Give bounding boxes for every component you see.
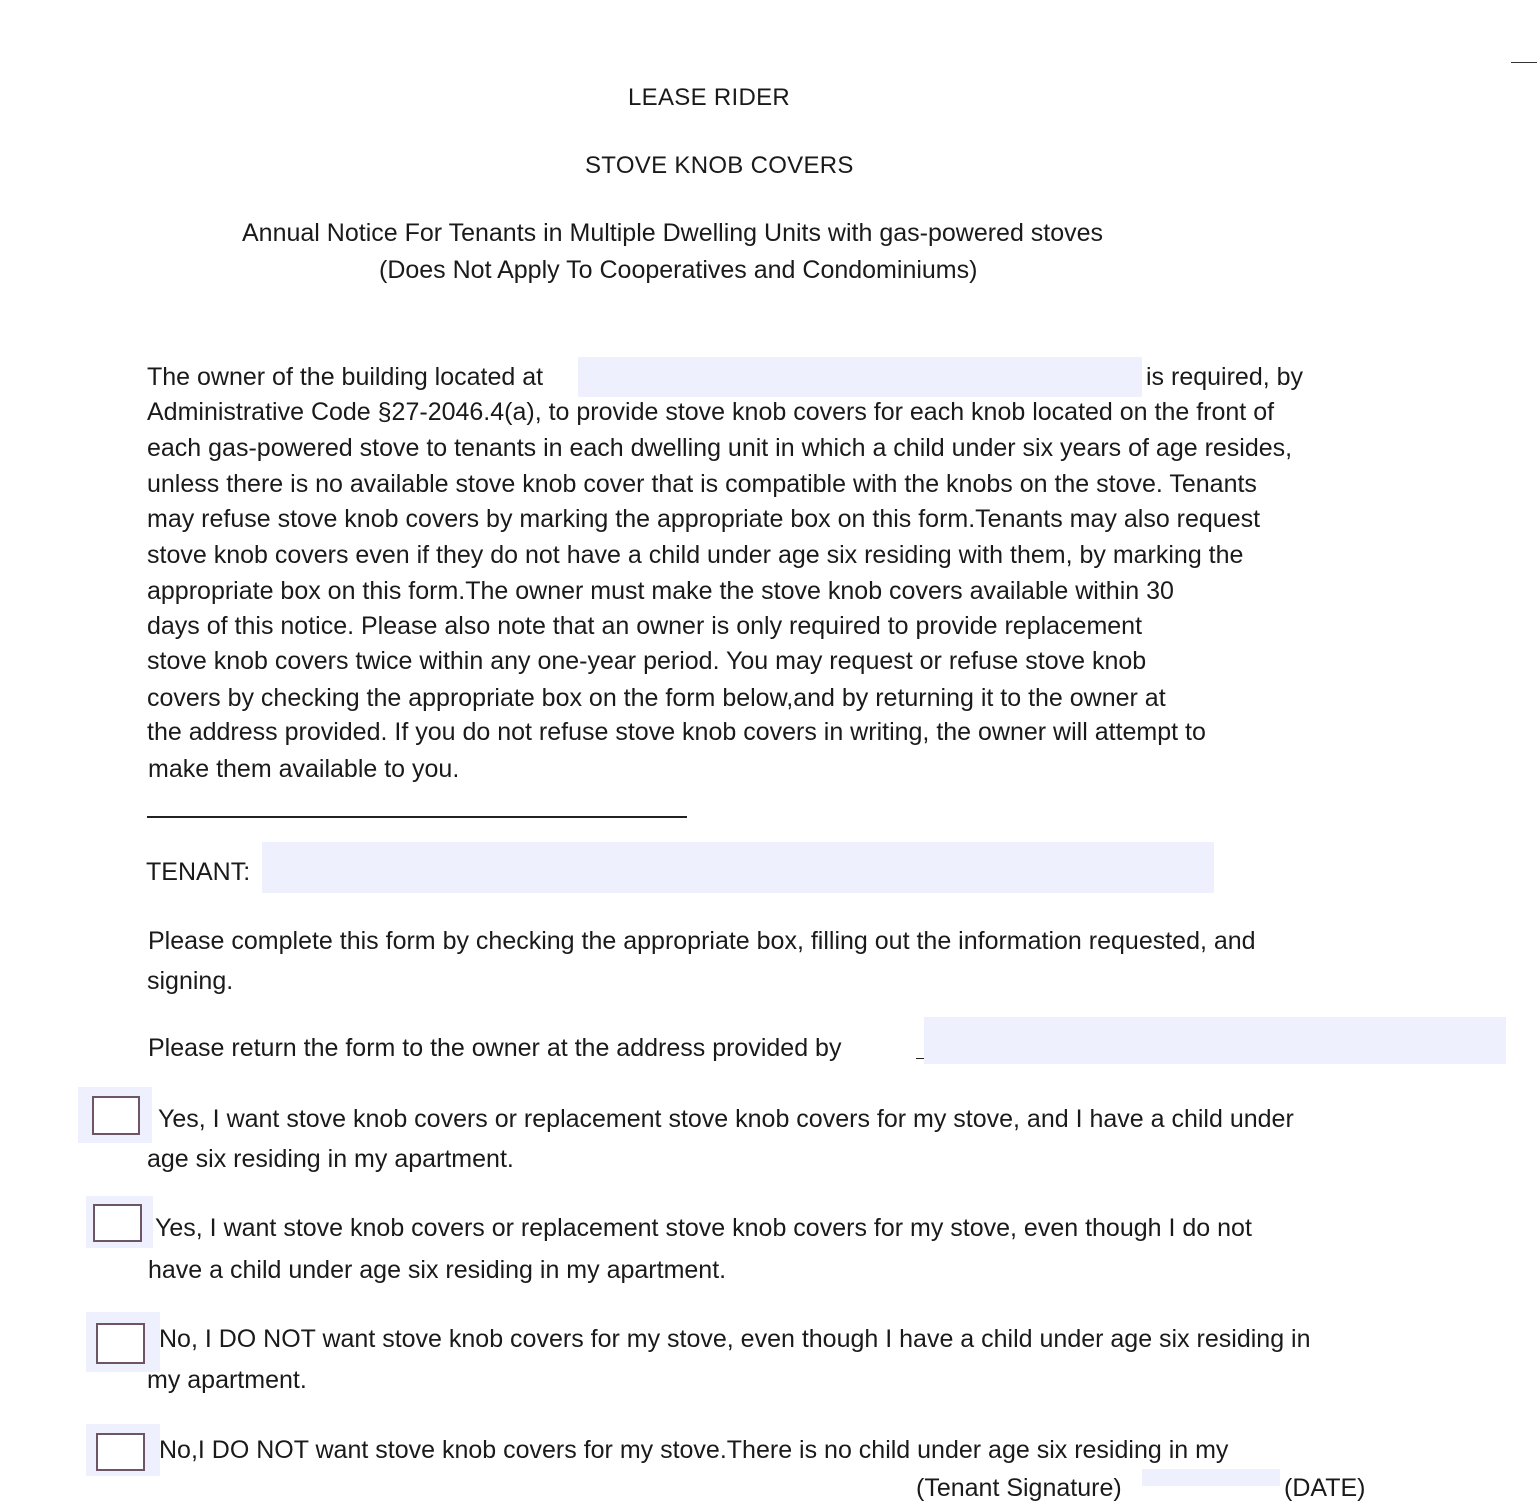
- instructions-line-2: signing.: [147, 967, 234, 995]
- option-3-checkbox-field[interactable]: [86, 1312, 160, 1372]
- tenant-label: TENANT:: [146, 858, 251, 886]
- notice-line-1-end: is required, by: [1146, 363, 1304, 391]
- notice-heading-line-1: Annual Notice For Tenants in Multiple Dwelling Units with gas-powered stoves: [242, 219, 1104, 247]
- option-4-checkbox[interactable]: [96, 1433, 145, 1471]
- notice-line: Administrative Code §27-2046.4(a), to provide stove knob covers for each knob located on the front of: [147, 398, 1275, 426]
- option-4-checkbox-field[interactable]: [86, 1424, 160, 1476]
- notice-line-1-start: The owner of the building located at: [147, 363, 544, 391]
- date-label: (DATE): [1284, 1474, 1366, 1502]
- option-1-checkbox-field[interactable]: [78, 1087, 152, 1143]
- notice-line: each gas-powered stove to tenants in each dwelling unit in which a child under six years of age resides,: [147, 434, 1293, 462]
- option-3-text-line-1: No, I DO NOT want stove knob covers for my stove, even though I have a child under age six residing in: [159, 1325, 1311, 1353]
- notice-line: unless there is no available stove knob cover that is compatible with the knobs on the stove. Tenants: [147, 470, 1257, 498]
- option-4-text-line-1: No,I DO NOT want stove knob covers for my stove.There is no child under age six residing in my: [159, 1436, 1229, 1464]
- building-address-field[interactable]: [578, 357, 1142, 397]
- option-2-text-line-1: Yes, I want stove knob covers or replacement stove knob covers for my stove, even though I do not: [155, 1214, 1252, 1242]
- signature-date-field[interactable]: [1142, 1469, 1280, 1486]
- notice-line: may refuse stove knob covers by marking the appropriate box on this form.Tenants may also request: [147, 505, 1261, 533]
- notice-line: the address provided. If you do not refuse stove knob covers in writing, the owner will attempt to: [147, 718, 1206, 746]
- signature-rule: [147, 816, 687, 818]
- option-2-checkbox-field[interactable]: [86, 1196, 153, 1248]
- option-3-checkbox[interactable]: [96, 1323, 145, 1364]
- notice-line: covers by checking the appropriate box on the form below,and by returning it to the owner at: [147, 684, 1166, 712]
- tenant-name-field[interactable]: [262, 842, 1214, 893]
- option-1-text-line-2: age six residing in my apartment.: [147, 1145, 514, 1173]
- page-title: LEASE RIDER: [628, 84, 791, 111]
- option-2-text-line-2: have a child under age six residing in my apartment.: [148, 1256, 727, 1284]
- notice-line: days of this notice. Please also note that an owner is only required to provide replacement: [147, 612, 1143, 640]
- notice-line: make them available to you.: [148, 755, 460, 783]
- instructions-line-1: Please complete this form by checking the appropriate box, filling out the information requested, and: [148, 927, 1256, 955]
- return-instruction: Please return the form to the owner at the address provided by: [148, 1034, 842, 1062]
- option-2-checkbox[interactable]: [93, 1204, 142, 1242]
- return-date-field[interactable]: [924, 1017, 1506, 1064]
- option-1-text-line-1: Yes, I want stove knob covers or replacement stove knob covers for my stove, and I have a child under: [158, 1105, 1294, 1133]
- notice-line: stove knob covers even if they do not have a child under age six residing with them, by marking the: [147, 541, 1244, 569]
- notice-line: stove knob covers twice within any one-year period. You may request or refuse stove knob: [147, 647, 1147, 675]
- option-1-checkbox[interactable]: [92, 1096, 140, 1135]
- tenant-signature-label: (Tenant Signature): [916, 1474, 1122, 1502]
- option-3-text-line-2: my apartment.: [147, 1366, 307, 1394]
- notice-heading-line-2: (Does Not Apply To Cooperatives and Condominiums): [379, 256, 978, 284]
- page-subtitle: STOVE KNOB COVERS: [585, 152, 854, 179]
- page-corner-mark: [1511, 62, 1537, 63]
- notice-line: appropriate box on this form.The owner must make the stove knob covers available within 30: [147, 577, 1174, 605]
